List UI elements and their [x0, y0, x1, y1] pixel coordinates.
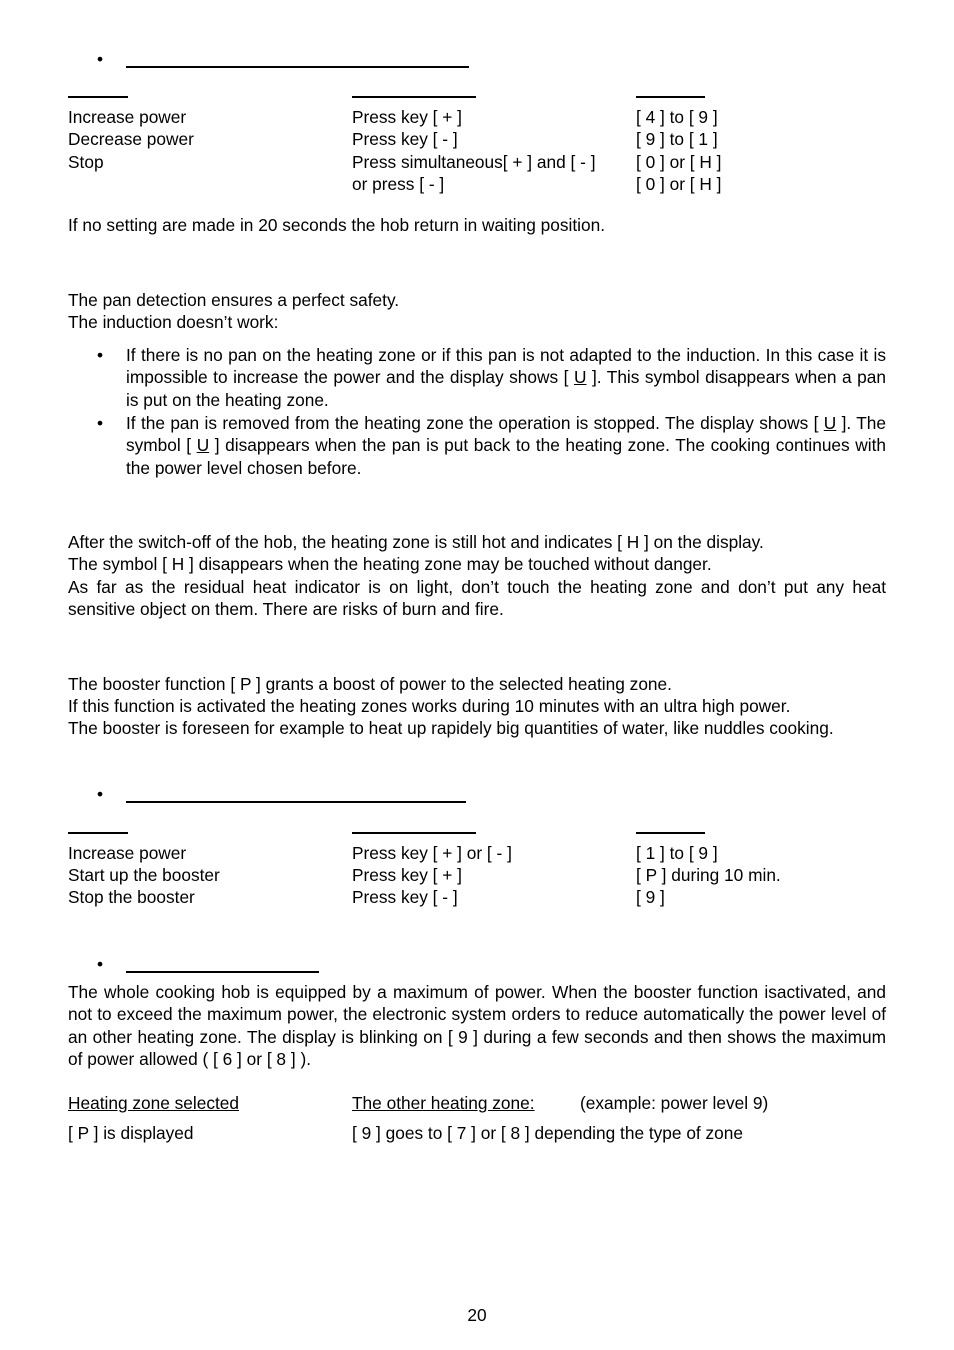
table-cell-display: [ P ] during 10 min. [636, 865, 781, 885]
column-heading-rule [636, 832, 705, 834]
pan-detection-bullet-2 [126, 412, 886, 479]
table-cell-action: Increase power [68, 843, 187, 863]
heading-rule [126, 66, 469, 68]
table-cell-key: Press key [ + ] [352, 107, 462, 127]
residual-heat-line-2: The symbol [ H ] disappears when the heating zone may be touched without danger. [68, 554, 712, 574]
column-heading-rule [636, 96, 705, 98]
table-cell-key: Press key [ + ] or [ - ] [352, 843, 512, 863]
table-cell-key: Press key [ - ] [352, 129, 458, 149]
text-fragment: ] disappears when the pan is put back to the heating zone. The cooking continues with the power level chosen before. [126, 435, 886, 478]
header-heating-zone-selected: Heating zone selected [68, 1093, 240, 1113]
text-fragment: ]. This symbol disappears when a pan is put on the heating zone. [126, 367, 886, 410]
heading-rule [126, 801, 466, 803]
table-cell-key: or press [ - ] [352, 174, 445, 194]
header-other-heating-zone: The other heating zone: [352, 1093, 535, 1113]
table-cell-key: Press key [ - ] [352, 887, 458, 907]
booster-line-3: The booster is foreseen for example to heat up rapidely big quantities of water, like nuddles cooking. [68, 718, 834, 738]
column-heading-rule [68, 96, 128, 98]
table-cell-display: [ 0 ] or [ H ] [636, 152, 722, 172]
booster-line-2: If this function is activated the heating zones works during 10 minutes with an ultra high power. [68, 696, 791, 716]
bullet-dot: • [96, 954, 104, 974]
bullet-dot: • [96, 784, 104, 804]
column-heading-rule [352, 832, 476, 834]
bullet-dot: • [96, 345, 104, 365]
table-cell-display: [ 4 ] to [ 9 ] [636, 107, 718, 127]
text-fragment: If the pan is removed from the heating zone the operation is stopped. The display shows [ [126, 413, 824, 433]
symbol-u: U [196, 435, 210, 456]
heading-rule [126, 971, 319, 973]
table-cell-key: Press simultaneous[ + ] and [ - ] [352, 152, 596, 172]
pan-detection-line-2: The induction doesn’t work: [68, 312, 279, 332]
bullet-dot: • [96, 49, 104, 69]
pan-detection-bullet-1 [126, 344, 886, 411]
row-other-zone: [ 9 ] goes to [ 7 ] or [ 8 ] depending the type of zone [352, 1123, 744, 1143]
residual-heat-line-1: After the switch-off of the hob, the heating zone is still hot and indicates [ H ] on the display. [68, 532, 764, 552]
text-fragment: If there is no pan on the heating zone or if this pan is not adapted to the induction. In this case it is impossible to increase the power and the display shows [ [126, 345, 886, 388]
table-cell-display: [ 0 ] or [ H ] [636, 174, 722, 194]
symbol-u: U [573, 367, 587, 388]
symbol-u: U [823, 413, 837, 433]
residual-heat-warning: As far as the residual heat indicator is on light, don’t touch the heating zone and don’t put any heat sensitive object on them. There are risks of burn and fire. [68, 577, 886, 620]
table-cell-display: [ 1 ] to [ 9 ] [636, 843, 718, 863]
pan-detection-line-1: The pan detection ensures a perfect safety. [68, 290, 400, 310]
page-number: 20 [467, 1305, 487, 1325]
text-fragment: ]. The symbol [ [126, 413, 886, 456]
bullet-dot: • [96, 413, 104, 433]
table-cell-action: Increase power [68, 107, 187, 127]
table-cell-action: Decrease power [68, 129, 194, 149]
table-cell-display: [ 9 ] to [ 1 ] [636, 129, 718, 149]
table-cell-key: Press key [ + ] [352, 865, 462, 885]
column-heading-rule [352, 96, 476, 98]
power-limit-paragraph: The whole cooking hob is equipped by a maximum of power. When the booster function isactivated, and not to exceed the maximum power, the electronic system orders to reduce automatically the power level of an other heating zone. The display is blinking on [ 9 ] during a few seconds and then shows the maximum of power allowed ( [ 6 ] or [ 8 ] ). [68, 982, 886, 1069]
header-example: (example: power level 9) [580, 1093, 769, 1113]
booster-line-1: The booster function [ P ] grants a boost of power to the selected heating zone. [68, 674, 672, 694]
table-cell-display: [ 9 ] [636, 887, 665, 907]
waiting-note: If no setting are made in 20 seconds the hob return in waiting position. [68, 215, 606, 235]
column-heading-rule [68, 832, 128, 834]
table-cell-action: Stop the booster [68, 887, 195, 907]
table-cell-action: Start up the booster [68, 865, 220, 885]
table-cell-action: Stop [68, 152, 104, 172]
row-selected-zone: [ P ] is displayed [68, 1123, 194, 1143]
